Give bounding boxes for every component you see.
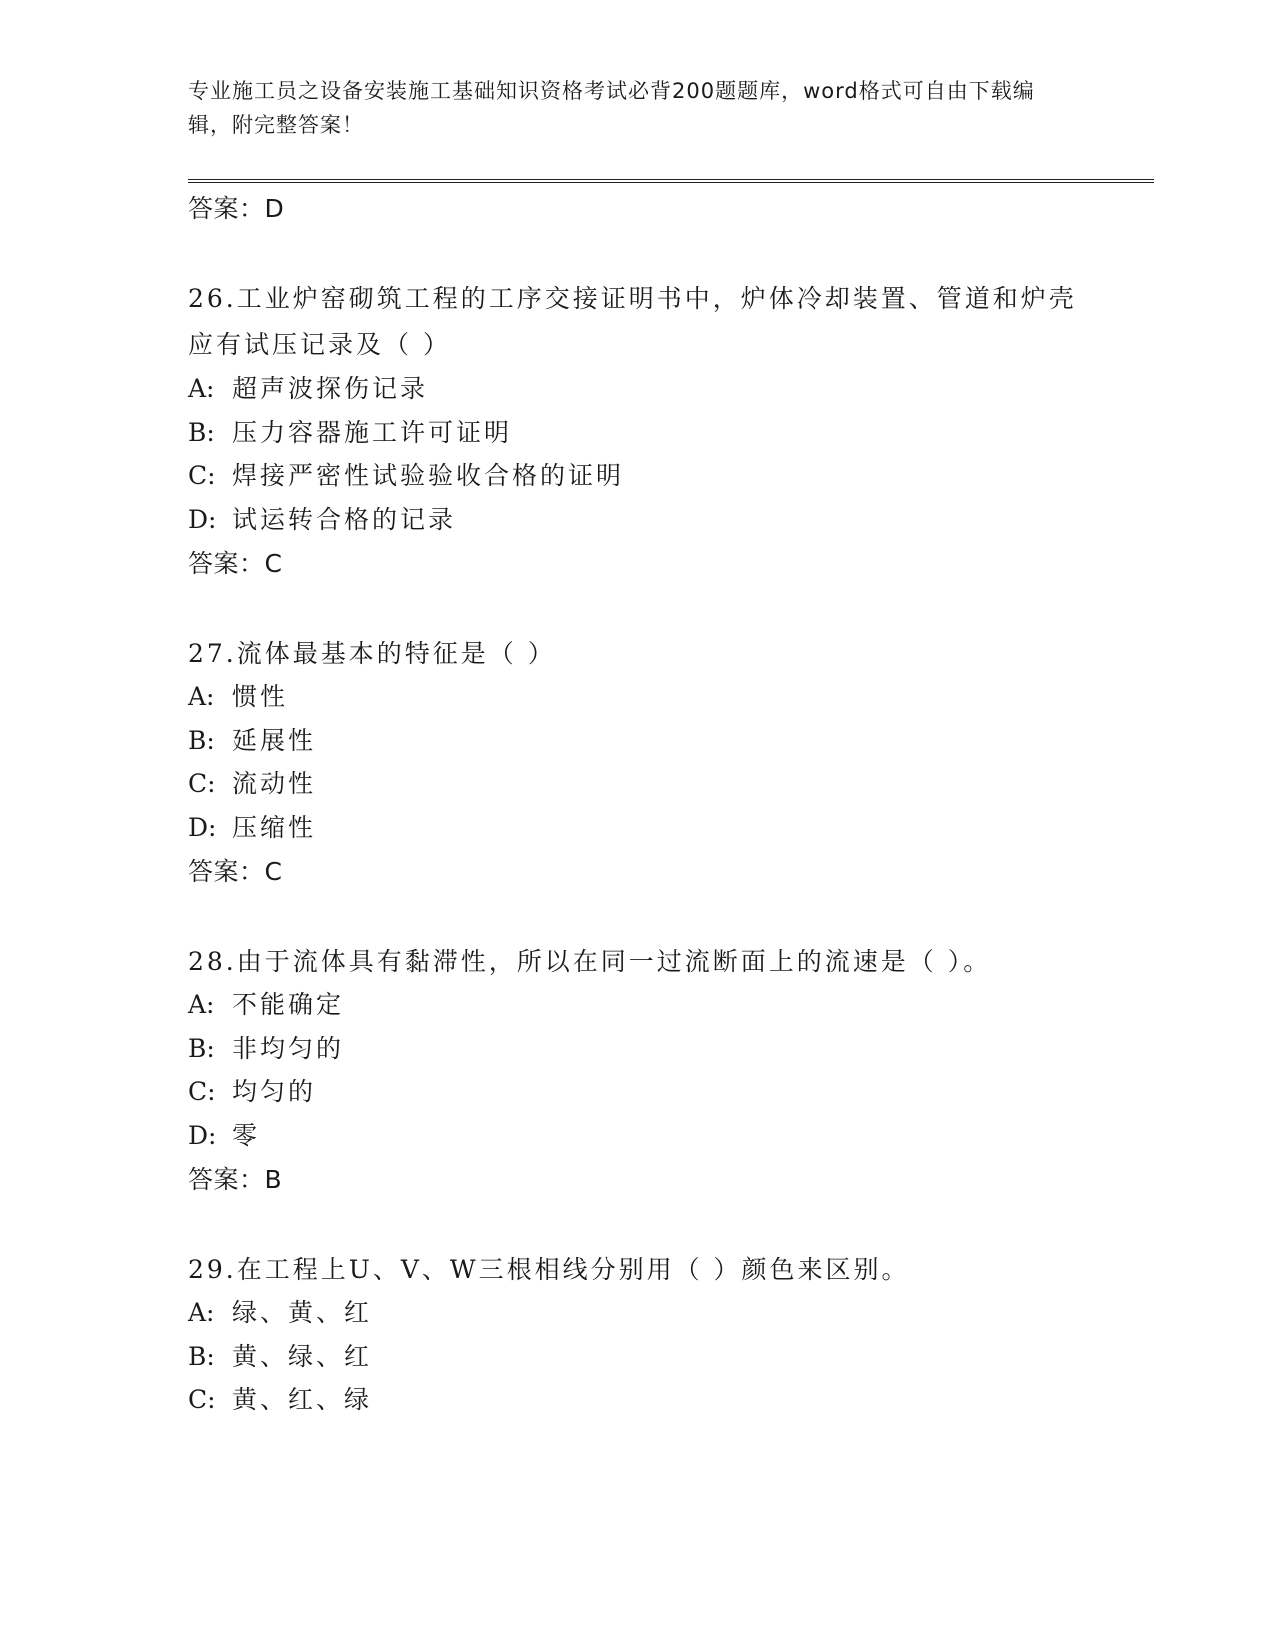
option-key: C: — [188, 461, 216, 490]
option-key: A: — [188, 1298, 215, 1327]
option-key: B: — [188, 726, 215, 755]
option-c — [188, 459, 624, 493]
option-b — [188, 416, 512, 450]
option-a — [188, 988, 344, 1022]
answer-line — [188, 855, 282, 889]
answer-prefix: 答案： — [188, 549, 265, 578]
option-d — [188, 503, 456, 537]
option-text: 非均匀的 — [232, 1034, 345, 1063]
answer-value: C — [264, 549, 283, 578]
answer-line — [188, 547, 282, 581]
option-a — [188, 372, 428, 406]
answer-prefix: 答案： — [188, 194, 265, 223]
question-stem: 27.流体最基本的特征是（ ） — [188, 639, 556, 668]
question-stem: 28.由于流体具有黏滞性，所以在同一过流断面上的流速是（ ）。 — [188, 947, 992, 976]
answer-line — [188, 1163, 282, 1197]
option-key: D: — [188, 505, 217, 534]
option-key: A: — [188, 990, 215, 1019]
option-text: 压缩性 — [232, 813, 317, 842]
option-text: 延展性 — [232, 726, 317, 755]
answer-line — [188, 192, 284, 226]
option-key: B: — [188, 1342, 215, 1371]
question-stem: 26.工业炉窑砌筑工程的工序交接证明书中，炉体冷却装置、管道和炉壳应有试压记录及（ ） — [188, 284, 1077, 359]
option-text: 惯性 — [232, 682, 289, 711]
option-text: 均匀的 — [232, 1077, 317, 1106]
answer-value: D — [264, 194, 285, 223]
option-d — [188, 1119, 260, 1153]
option-key: B: — [188, 1034, 215, 1063]
option-key: D: — [188, 1121, 217, 1150]
option-d — [188, 811, 316, 845]
option-c — [188, 767, 316, 801]
option-key: C: — [188, 769, 216, 798]
option-text: 黄、绿、红 — [232, 1342, 373, 1371]
option-text: 试运转合格的记录 — [232, 505, 457, 534]
option-a — [188, 1296, 372, 1330]
option-text: 绿、黄、红 — [232, 1298, 373, 1327]
page-header: 专业施工员之设备安装施工基础知识资格考试必背200题题库，word格式可自由下载编辑，附完整答案！ — [188, 79, 1035, 137]
answer-prefix: 答案： — [188, 1165, 265, 1194]
question-stem: 29.在工程上U、V、W三根相线分别用（ ）颜色来区别。 — [188, 1255, 910, 1284]
option-b — [188, 1340, 372, 1374]
option-key: C: — [188, 1077, 216, 1106]
option-key: A: — [188, 682, 215, 711]
option-c — [188, 1383, 372, 1417]
option-text: 黄、红、绿 — [232, 1385, 373, 1414]
answer-value: B — [264, 1165, 283, 1194]
option-b — [188, 1032, 344, 1066]
option-text: 超声波探伤记录 — [232, 374, 429, 403]
option-text: 不能确定 — [232, 990, 345, 1019]
option-a — [188, 680, 288, 714]
answer-prefix: 答案： — [188, 857, 265, 886]
option-key: A: — [188, 374, 215, 403]
header-divider — [188, 179, 1154, 183]
option-key: C: — [188, 1385, 216, 1414]
option-b — [188, 724, 316, 758]
option-key: B: — [188, 418, 215, 447]
option-text: 焊接严密性试验验收合格的证明 — [232, 461, 625, 490]
option-text: 零 — [232, 1121, 261, 1150]
answer-value: C — [264, 857, 283, 886]
option-text: 压力容器施工许可证明 — [232, 418, 513, 447]
option-text: 流动性 — [232, 769, 317, 798]
option-c — [188, 1075, 316, 1109]
option-key: D: — [188, 813, 217, 842]
